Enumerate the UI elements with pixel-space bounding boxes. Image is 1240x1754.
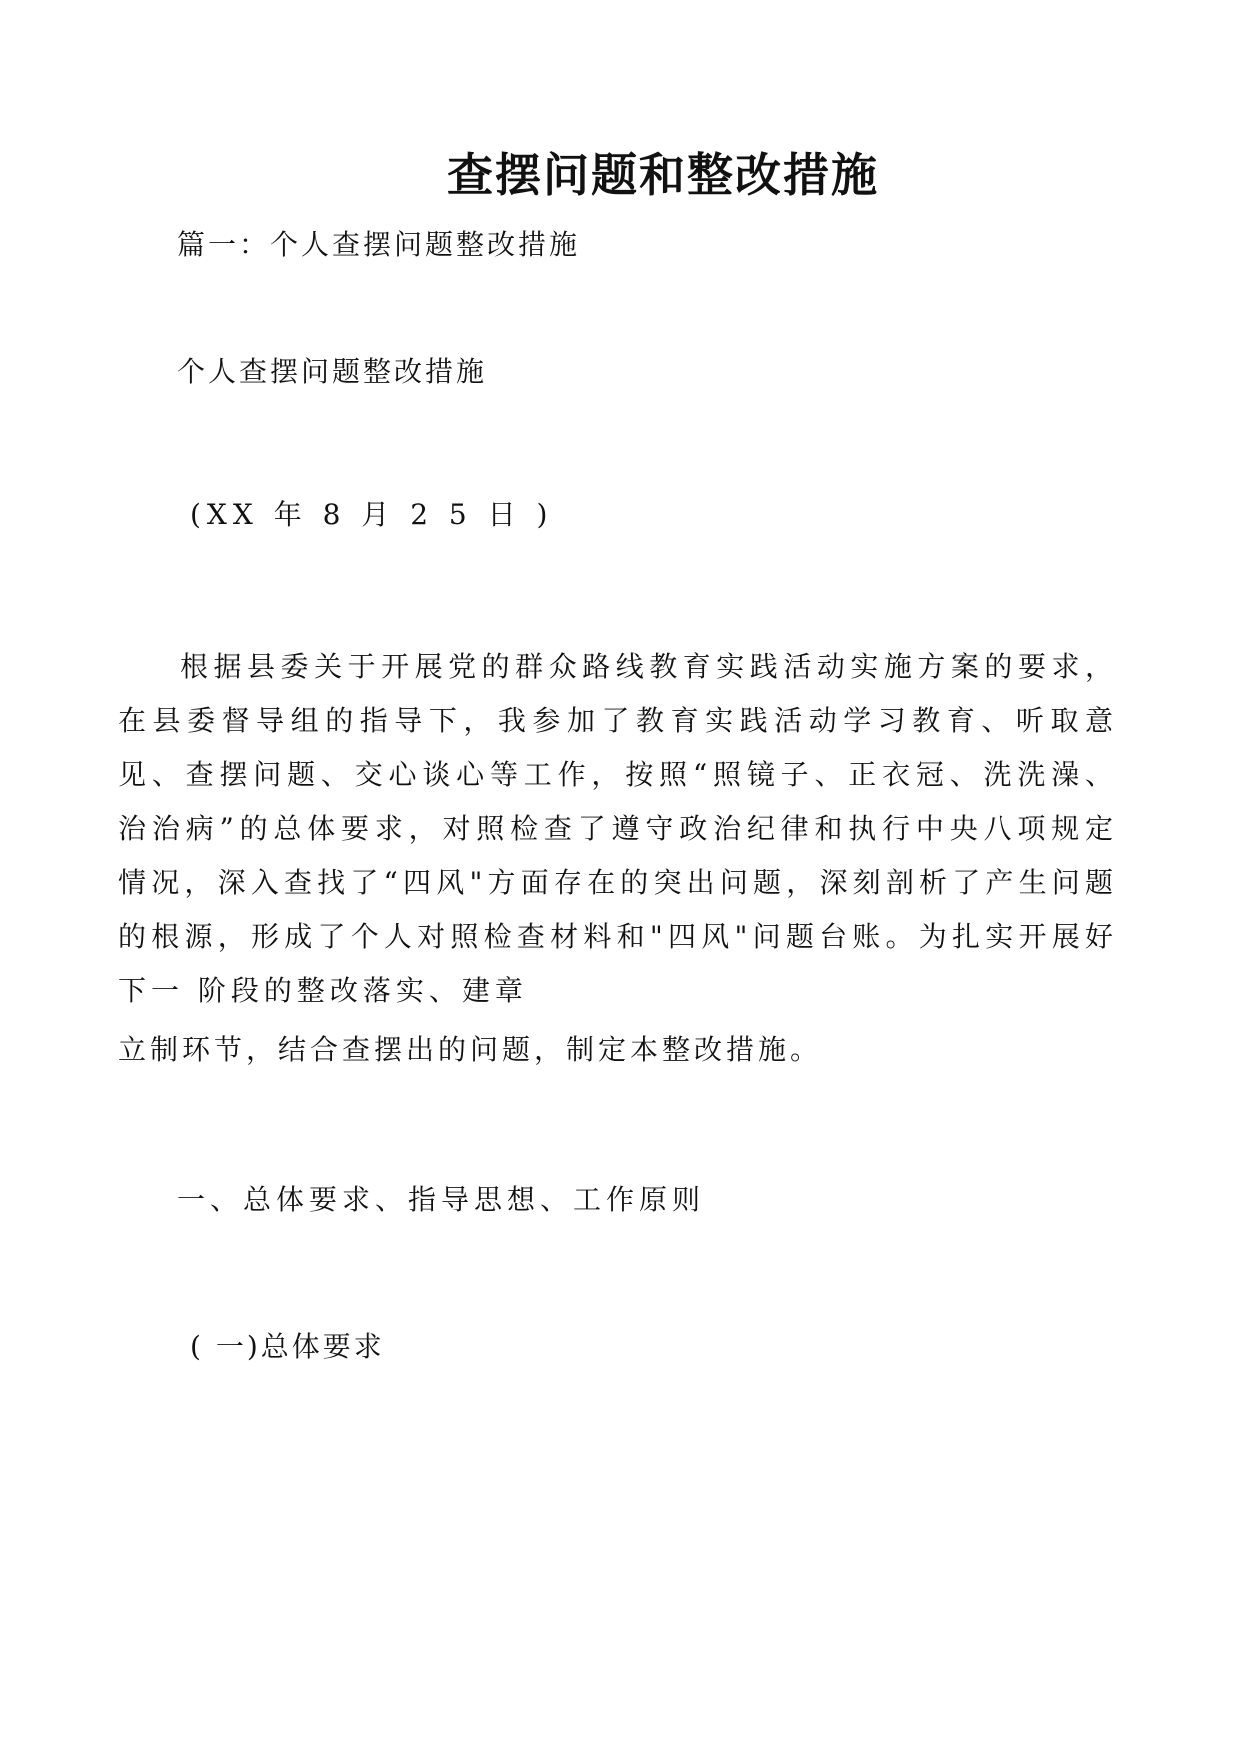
document-subtitle: 篇一：个人查摆问题整改措施 [177, 228, 581, 261]
subsection-heading-overall-requirements: ( 一)总体要求 [190, 1330, 385, 1363]
body-paragraph: 根据县委关于开展党的群众路线教育实践活动实施方案的要求，在县委督导组的指导下，我参加了教育实践活动学习教育、听取意见、查摆问题、交心谈心等工作，按照“照镜子、正衣冠、洗洗澡、治治病”的总体要求，对照检查了遵守政治纪律和执行中央八项规定情况，深入查找了“四风"方面存在的突出问题，深刻剖析了产生问题的根源，形成了个人对照检查材料和"四风"问题台账。为扎实开展好下一 阶段的整改落实、建章 [118, 650, 1118, 1007]
document-title: 查摆问题和整改措施 [447, 148, 879, 202]
body-paragraph-continued: 立制环节，结合查摆出的问题，制定本整改措施。 [118, 1033, 823, 1066]
section-heading: 个人查摆问题整改措施 [177, 355, 488, 388]
document-date: (XX 年 8 月 2 5 日 ) [190, 498, 554, 531]
section-heading-general-requirements: 一、总体要求、指导思想、工作原则 [177, 1183, 706, 1216]
